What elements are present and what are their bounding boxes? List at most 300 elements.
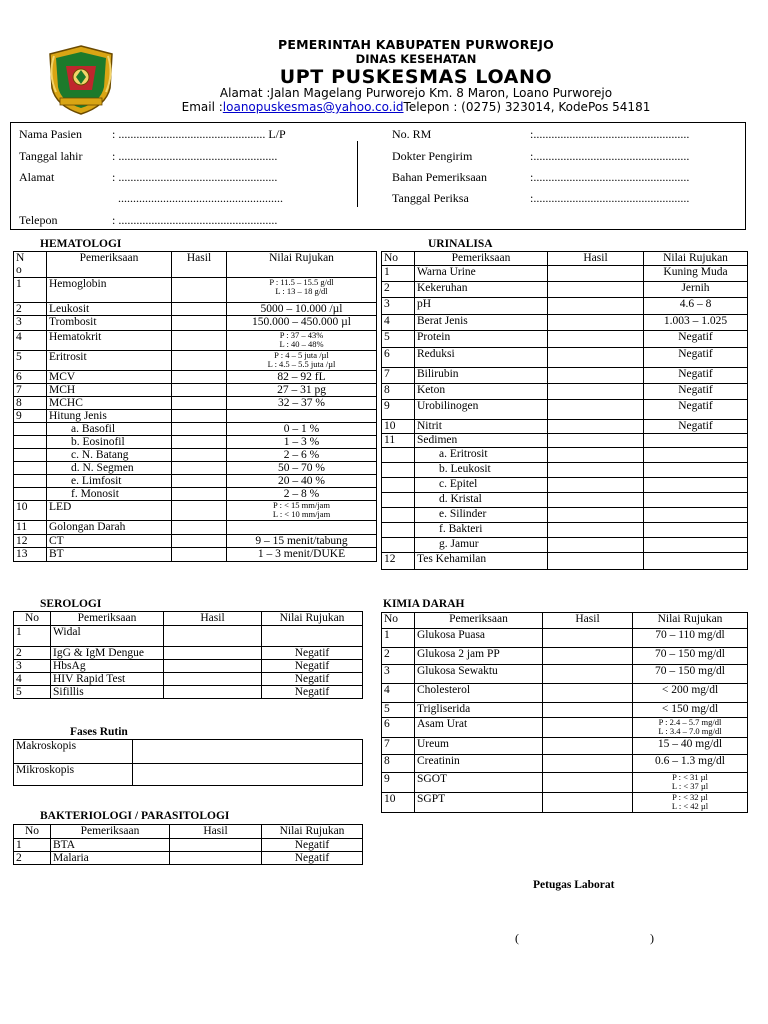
exam-name: Hematokrit (47, 331, 172, 351)
reference-value: Jernih (644, 282, 748, 298)
header-address: Alamat :Jalan Magelang Purworejo Km. 8 Maron, Loano Purworejo (219, 86, 613, 100)
bahan-pemeriksaan-label: Bahan Pemeriksaan (392, 170, 487, 184)
result-cell[interactable] (548, 493, 644, 508)
result-cell[interactable] (172, 423, 227, 436)
result-cell[interactable] (548, 434, 644, 448)
row-number: 8 (382, 384, 415, 400)
header-government-line: PEMERINTAH KABUPATEN PURWOREJO (278, 37, 554, 52)
row-number: 8 (14, 397, 47, 410)
urinalisa-title: URINALISA (428, 238, 493, 250)
table-row (14, 673, 363, 686)
table-row (382, 478, 748, 493)
alamat-field[interactable]: : ..................................................... (112, 170, 278, 184)
table-row (382, 315, 748, 331)
reference-value: 70 – 110 mg/dl (633, 629, 748, 648)
row-number: 3 (382, 298, 415, 315)
reference-value: Negatif (644, 384, 748, 400)
row-number: 10 (382, 793, 415, 813)
reference-value (633, 793, 748, 813)
hematologi-title: HEMATOLOGI (40, 238, 122, 250)
result-cell[interactable] (170, 839, 262, 852)
row-number: 6 (14, 371, 47, 384)
table-row (382, 508, 748, 523)
exam-name: Widal (51, 626, 164, 647)
header-hasil: Hasil (164, 612, 262, 626)
row-number: 12 (14, 535, 47, 548)
row-number (382, 508, 415, 523)
row-number: 7 (382, 738, 415, 755)
exam-name: Glukosa Sewaktu (415, 665, 543, 684)
table-row (14, 686, 363, 699)
header-pemeriksaan: Pemeriksaan (51, 825, 170, 839)
table-row (382, 384, 748, 400)
result-cell[interactable] (548, 282, 644, 298)
header-hasil: Hasil (172, 252, 227, 278)
reference-value (644, 493, 748, 508)
row-number: 3 (14, 316, 47, 331)
result-cell[interactable] (548, 478, 644, 493)
result-cell[interactable] (172, 475, 227, 488)
row-number (14, 449, 47, 462)
reference-value: Negatif (262, 673, 363, 686)
exam-name: d. Kristal (415, 493, 548, 508)
telepon-field[interactable]: : ..................................................... (112, 213, 278, 227)
exam-name: SGOT (415, 773, 543, 793)
table-row (382, 434, 748, 448)
reference-male: L : < 37 µl (671, 781, 709, 791)
header-hasil: Hasil (170, 825, 262, 839)
reference-value: 0 – 1 % (227, 423, 377, 436)
header-no: N o (14, 252, 47, 278)
row-number: 1 (14, 839, 51, 852)
table-row (14, 436, 377, 449)
result-cell[interactable] (172, 436, 227, 449)
exam-name: f. Bakteri (415, 523, 548, 538)
header-nilai-rujukan: Nilai Rujukan (633, 613, 748, 629)
result-cell[interactable] (164, 673, 262, 686)
exam-name: Cholesterol (415, 684, 543, 703)
reference-value: 27 – 31 pg (227, 384, 377, 397)
header-department-line: DINAS KESEHATAN (355, 52, 477, 66)
reference-male: L : 13 – 18 g/dl (275, 286, 328, 296)
result-cell[interactable] (543, 684, 633, 703)
serologi-table (13, 611, 363, 699)
reference-female: P : 11.5 – 15.5 g/dl (269, 277, 334, 287)
exam-name: Sifillis (51, 686, 164, 699)
reference-value: Negatif (262, 839, 363, 852)
exam-name: f. Monosit (47, 488, 172, 501)
result-cell[interactable] (543, 648, 633, 665)
reference-value (262, 626, 363, 647)
row-number: 6 (382, 348, 415, 368)
reference-value: 150.000 – 450.000 µl (227, 316, 377, 331)
reference-value: Negatif (644, 331, 748, 348)
reference-value: 9 – 15 menit/tabung (227, 535, 377, 548)
result-cell[interactable] (543, 755, 633, 773)
table-row (382, 793, 748, 813)
reference-value: 5000 – 10.000 /µl (227, 303, 377, 316)
table-row (382, 368, 748, 384)
table-row (382, 703, 748, 718)
row-number (14, 488, 47, 501)
exam-name: Reduksi (415, 348, 548, 368)
tanggal-lahir-label: Tanggal lahir (19, 149, 83, 163)
email-link[interactable]: loanopuskesmas@yahoo.co.id (222, 100, 404, 114)
row-number (382, 478, 415, 493)
table-row (14, 278, 377, 303)
header-pemeriksaan: Pemeriksaan (415, 252, 548, 266)
row-number: 1 (382, 266, 415, 282)
row-number (14, 475, 47, 488)
table-row (14, 852, 363, 865)
exam-name: Glukosa Puasa (415, 629, 543, 648)
nama-pasien-field[interactable]: : ................................................. L/P (112, 127, 286, 141)
reference-value (227, 331, 377, 351)
row-number (382, 538, 415, 553)
row-number: 9 (14, 410, 47, 423)
header-nilai-rujukan: Nilai Rujukan (227, 252, 377, 278)
row-number: 10 (14, 501, 47, 521)
table-row (382, 266, 748, 282)
exam-name: Golongan Darah (47, 521, 172, 535)
row-number: 10 (382, 420, 415, 434)
mikroskopis-result-cell[interactable] (133, 764, 363, 786)
table-row (382, 553, 748, 570)
exam-name: Nitrit (415, 420, 548, 434)
result-cell[interactable] (543, 665, 633, 684)
result-cell[interactable] (543, 703, 633, 718)
reference-value: 32 – 37 % (227, 397, 377, 410)
exam-name: b. Eosinofil (47, 436, 172, 449)
exam-name: Leukosit (47, 303, 172, 316)
table-row (382, 684, 748, 703)
header-pemeriksaan: Pemeriksaan (51, 612, 164, 626)
result-cell[interactable] (543, 738, 633, 755)
reference-value: 82 – 92 fL (227, 371, 377, 384)
result-cell[interactable] (172, 371, 227, 384)
table-row (382, 665, 748, 684)
row-number: 5 (14, 351, 47, 371)
exam-name: MCH (47, 384, 172, 397)
result-cell[interactable] (172, 462, 227, 475)
reference-value: 1 – 3 % (227, 436, 377, 449)
result-cell[interactable] (172, 384, 227, 397)
reference-value: 1 – 3 menit/DUKE (227, 548, 377, 562)
reference-female: P : 4 – 5 juta /µl (274, 350, 329, 360)
table-row (14, 449, 377, 462)
result-cell[interactable] (548, 348, 644, 368)
reference-value: Negatif (262, 647, 363, 660)
exam-name: Ureum (415, 738, 543, 755)
result-cell[interactable] (172, 548, 227, 562)
result-cell[interactable] (172, 501, 227, 521)
reference-value (644, 538, 748, 553)
bakteriologi-table (13, 824, 363, 865)
row-number: 1 (382, 629, 415, 648)
patient-box-divider (357, 141, 358, 207)
reference-value: < 150 mg/dl (633, 703, 748, 718)
reference-value: Negatif (644, 368, 748, 384)
row-number: 8 (382, 755, 415, 773)
result-cell[interactable] (548, 315, 644, 331)
result-cell[interactable] (172, 521, 227, 535)
reference-female: P : < 15 mm/jam (273, 500, 330, 510)
exam-name: a. Basofil (47, 423, 172, 436)
dokter-pengirim-field[interactable]: :.................................................... (530, 149, 690, 163)
exam-name: MCV (47, 371, 172, 384)
row-number: 5 (382, 331, 415, 348)
exam-name: e. Limfosit (47, 475, 172, 488)
result-cell[interactable] (164, 647, 262, 660)
row-number: 9 (382, 400, 415, 420)
exam-name: e. Silinder (415, 508, 548, 523)
reference-value: 20 – 40 % (227, 475, 377, 488)
exam-name: Keton (415, 384, 548, 400)
exam-name: Creatinin (415, 755, 543, 773)
result-cell[interactable] (548, 508, 644, 523)
reference-value: Negatif (644, 420, 748, 434)
reference-value (227, 521, 377, 535)
makroskopis-label: Makroskopis (14, 740, 133, 764)
table-header-row (382, 252, 748, 266)
table-row (14, 535, 377, 548)
table-header-row (382, 613, 748, 629)
table-row (382, 348, 748, 368)
result-cell[interactable] (548, 538, 644, 553)
row-number: 3 (382, 665, 415, 684)
table-row (14, 351, 377, 371)
row-number: 3 (14, 660, 51, 673)
result-cell[interactable] (548, 266, 644, 282)
table-row (382, 629, 748, 648)
reference-value: Negatif (262, 686, 363, 699)
alamat-field-line2[interactable]: ....................................................... (118, 191, 283, 205)
no-rm-label: No. RM (392, 127, 432, 141)
result-cell[interactable] (548, 523, 644, 538)
result-cell[interactable] (172, 303, 227, 316)
row-number (14, 462, 47, 475)
exam-name: BT (47, 548, 172, 562)
alamat-label: Alamat (19, 170, 55, 184)
tanggal-periksa-field[interactable]: :.................................................... (530, 191, 690, 205)
header-title: UPT PUSKESMAS LOANO (279, 66, 553, 88)
header-no: No (14, 612, 51, 626)
table-row (14, 647, 363, 660)
exam-name: HIV Rapid Test (51, 673, 164, 686)
table-row (14, 740, 363, 764)
row-number: 2 (382, 282, 415, 298)
exam-name: g. Jamur (415, 538, 548, 553)
table-row (382, 773, 748, 793)
table-row (14, 423, 377, 436)
result-cell[interactable] (543, 793, 633, 813)
row-number (382, 493, 415, 508)
no-rm-field[interactable]: :.................................................... (530, 127, 690, 141)
tanggal-periksa-label: Tanggal Periksa (392, 191, 469, 205)
table-row (14, 475, 377, 488)
bahan-pemeriksaan-field[interactable]: :.................................................... (530, 170, 690, 184)
exam-name: Trombosit (47, 316, 172, 331)
header-no: No (14, 825, 51, 839)
table-header-row (14, 612, 363, 626)
reference-value (644, 463, 748, 478)
reference-value: Negatif (262, 852, 363, 865)
result-cell[interactable] (172, 331, 227, 351)
nama-pasien-label: Nama Pasien (19, 127, 82, 141)
table-row (14, 521, 377, 535)
dokter-pengirim-label: Dokter Pengirim (392, 149, 473, 163)
reference-value: 50 – 70 % (227, 462, 377, 475)
result-cell[interactable] (548, 420, 644, 434)
exam-name: Tes Kehamilan (415, 553, 548, 570)
result-cell[interactable] (548, 400, 644, 420)
table-row (14, 303, 377, 316)
tanggal-lahir-field[interactable]: : ..................................................... (112, 149, 278, 163)
exam-name: a. Eritrosit (415, 448, 548, 463)
table-row (14, 626, 363, 647)
table-row (382, 755, 748, 773)
reference-value: Negatif (644, 400, 748, 420)
reference-value (227, 278, 377, 303)
result-cell[interactable] (172, 449, 227, 462)
row-number: 2 (14, 852, 51, 865)
row-number: 7 (382, 368, 415, 384)
reference-value (644, 523, 748, 538)
reference-value: Negatif (262, 660, 363, 673)
exam-name: Hemoglobin (47, 278, 172, 303)
row-number: 1 (14, 278, 47, 303)
table-row (14, 331, 377, 351)
table-row (14, 501, 377, 521)
table-row (382, 718, 748, 738)
result-cell[interactable] (164, 686, 262, 699)
urinalisa-table (381, 251, 748, 570)
reference-value (227, 410, 377, 423)
result-cell[interactable] (170, 852, 262, 865)
result-cell[interactable] (172, 351, 227, 371)
exam-name: Hitung Jenis (47, 410, 172, 423)
table-row (382, 523, 748, 538)
result-cell[interactable] (172, 410, 227, 423)
exam-name: b. Leukosit (415, 463, 548, 478)
result-cell[interactable] (172, 397, 227, 410)
header-contact (120, 100, 712, 114)
puskesmas-emblem-logo (46, 44, 116, 116)
result-cell[interactable] (548, 331, 644, 348)
exam-name: Eritrosit (47, 351, 172, 371)
result-cell[interactable] (548, 553, 644, 570)
reference-male: L : < 10 mm/jam (272, 509, 331, 519)
row-number (14, 436, 47, 449)
reference-value: Kuning Muda (644, 266, 748, 282)
table-row (14, 397, 377, 410)
phone-text: Telepon : (0275) 323014, KodePos 54181 (403, 100, 651, 114)
table-row (382, 738, 748, 755)
result-cell[interactable] (548, 384, 644, 400)
hematologi-table (13, 251, 377, 562)
row-number: 11 (382, 434, 415, 448)
result-cell[interactable] (548, 368, 644, 384)
header-no: No (382, 252, 415, 266)
exam-name: CT (47, 535, 172, 548)
result-cell[interactable] (172, 316, 227, 331)
exam-name: HbsAg (51, 660, 164, 673)
exam-name: BTA (51, 839, 170, 852)
exam-name: Warna Urine (415, 266, 548, 282)
reference-female: P : 37 – 43% (279, 330, 324, 340)
table-row (382, 448, 748, 463)
reference-male: L : 3.4 – 7.0 mg/dl (658, 726, 722, 736)
signature-line[interactable] (525, 944, 643, 945)
table-row (382, 493, 748, 508)
header-pemeriksaan: Pemeriksaan (47, 252, 172, 278)
table-row (382, 538, 748, 553)
result-cell[interactable] (172, 535, 227, 548)
table-row (382, 282, 748, 298)
header-hasil: Hasil (543, 613, 633, 629)
row-number: 12 (382, 553, 415, 570)
row-number: 5 (14, 686, 51, 699)
row-number: 13 (14, 548, 47, 562)
result-cell[interactable] (543, 718, 633, 738)
result-cell[interactable] (164, 660, 262, 673)
table-row (382, 420, 748, 434)
makroskopis-result-cell[interactable] (133, 740, 363, 764)
result-cell[interactable] (543, 773, 633, 793)
result-cell[interactable] (548, 298, 644, 315)
result-cell[interactable] (172, 488, 227, 501)
result-cell[interactable] (164, 626, 262, 647)
reference-value: 1.003 – 1.025 (644, 315, 748, 331)
reference-value (644, 478, 748, 493)
reference-value: Negatif (644, 348, 748, 368)
row-number: 1 (14, 626, 51, 647)
header-pemeriksaan: Pemeriksaan (415, 613, 543, 629)
exam-name: Trigliserida (415, 703, 543, 718)
result-cell[interactable] (172, 278, 227, 303)
exam-name: Protein (415, 331, 548, 348)
reference-value (227, 501, 377, 521)
row-number: 9 (382, 773, 415, 793)
result-cell[interactable] (548, 463, 644, 478)
row-number: 2 (382, 648, 415, 665)
reference-value: 2 – 6 % (227, 449, 377, 462)
table-row (14, 764, 363, 786)
email-label: Email : (181, 100, 223, 114)
header-nilai-rujukan: Nilai Rujukan (262, 612, 363, 626)
reference-female: P : < 31 µl (672, 772, 708, 782)
result-cell[interactable] (548, 448, 644, 463)
table-row (14, 548, 377, 562)
exam-name: Sedimen (415, 434, 548, 448)
row-number: 6 (382, 718, 415, 738)
reference-value (227, 351, 377, 371)
exam-name: pH (415, 298, 548, 315)
row-number: 4 (382, 315, 415, 331)
table-row (14, 384, 377, 397)
table-row (14, 839, 363, 852)
exam-name: Glukosa 2 jam PP (415, 648, 543, 665)
exam-name: Bilirubin (415, 368, 548, 384)
result-cell[interactable] (543, 629, 633, 648)
reference-value: 70 – 150 mg/dl (633, 665, 748, 684)
reference-value: 4.6 – 8 (644, 298, 748, 315)
row-number: 2 (14, 647, 51, 660)
row-number (14, 423, 47, 436)
reference-value (644, 434, 748, 448)
exam-name: Urobilinogen (415, 400, 548, 420)
petugas-laborat-label: Petugas Laborat (533, 879, 615, 891)
